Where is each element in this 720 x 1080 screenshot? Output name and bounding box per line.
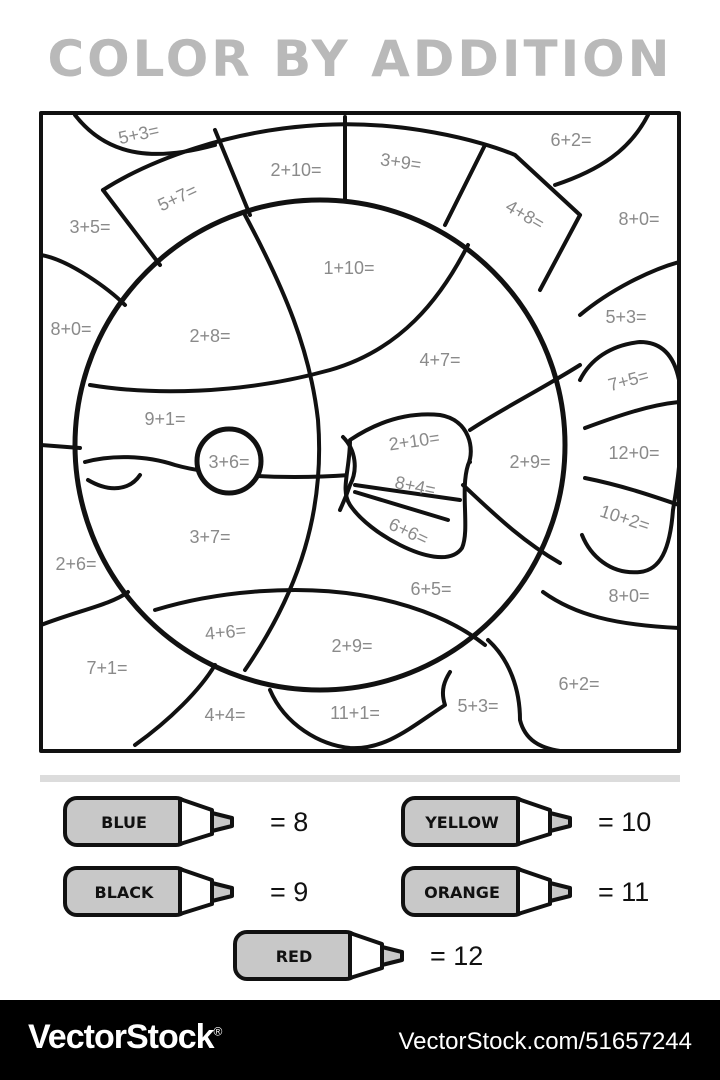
equation-label: 2+9= <box>509 452 551 472</box>
divider <box>40 775 680 782</box>
equation-label: 8+0= <box>618 209 660 229</box>
crayon-red-icon <box>235 932 402 979</box>
equation-label: 7+5= <box>606 365 651 396</box>
equation-label: 6+2= <box>550 130 592 150</box>
equation-label: 11+1= <box>330 703 380 723</box>
legend-color-name: BLACK <box>94 883 154 902</box>
equation-label: 8+4= <box>393 472 438 501</box>
equation-label: 2+8= <box>189 326 231 346</box>
legend-color-name: BLUE <box>101 813 147 832</box>
equation-label: 4+8= <box>502 195 548 234</box>
equation-label: 8+0= <box>608 586 650 606</box>
equation-label: 12+0= <box>608 443 660 463</box>
equation-label: 5+3= <box>116 120 161 149</box>
brand-name: VectorStock <box>28 1018 214 1056</box>
equation-label: 4+4= <box>204 705 246 725</box>
legend-value: = 8 <box>270 807 309 837</box>
equation-label: 2+6= <box>55 554 97 574</box>
registered-mark: ® <box>213 1024 222 1039</box>
legend-color-name: ORANGE <box>424 883 500 902</box>
equation-label: 3+7= <box>189 527 231 547</box>
footer-url[interactable]: VectorStock.com/51657244 <box>398 1028 692 1055</box>
equation-label: 5+3= <box>605 307 647 327</box>
legend-color-name: YELLOW <box>425 813 499 832</box>
legend-color-name: RED <box>275 947 313 966</box>
legend-value: = 11 <box>598 877 650 907</box>
equation-label: 4+6= <box>204 620 247 644</box>
equation-label: 1+10= <box>323 258 375 278</box>
equation-label: 2+10= <box>270 160 322 180</box>
equation-label: 4+7= <box>419 350 461 370</box>
equation-label: 6+2= <box>558 674 600 694</box>
legend-value: = 9 <box>270 877 309 907</box>
equation-label: 9+1= <box>144 409 186 429</box>
equation-label: 2+9= <box>331 636 373 656</box>
equation-label: 8+0= <box>50 319 92 339</box>
crayon-orange-icon <box>403 868 570 915</box>
equation-label: 6+6= <box>385 513 432 550</box>
equation-label: 2+10= <box>387 427 441 455</box>
equation-label: 5+3= <box>457 696 499 716</box>
legend-value: = 12 <box>430 941 484 971</box>
equation-label: 7+1= <box>86 658 128 678</box>
equation-label: 3+9= <box>379 149 423 175</box>
legend-value: = 10 <box>598 807 652 837</box>
crayon-yellow-icon <box>403 798 570 845</box>
equation-label: 3+6= <box>208 452 250 472</box>
crayon-black-icon <box>65 868 232 915</box>
page-title: COLOR BY ADDITION <box>47 30 673 88</box>
equation-label: 5+7= <box>154 179 201 216</box>
equation-label: 10+2= <box>597 500 653 536</box>
legend <box>65 798 651 979</box>
equation-label: 3+5= <box>69 217 111 237</box>
crayon-blue-icon <box>65 798 232 845</box>
equation-label: 6+5= <box>410 579 452 599</box>
brand-logo <box>28 1018 221 1057</box>
